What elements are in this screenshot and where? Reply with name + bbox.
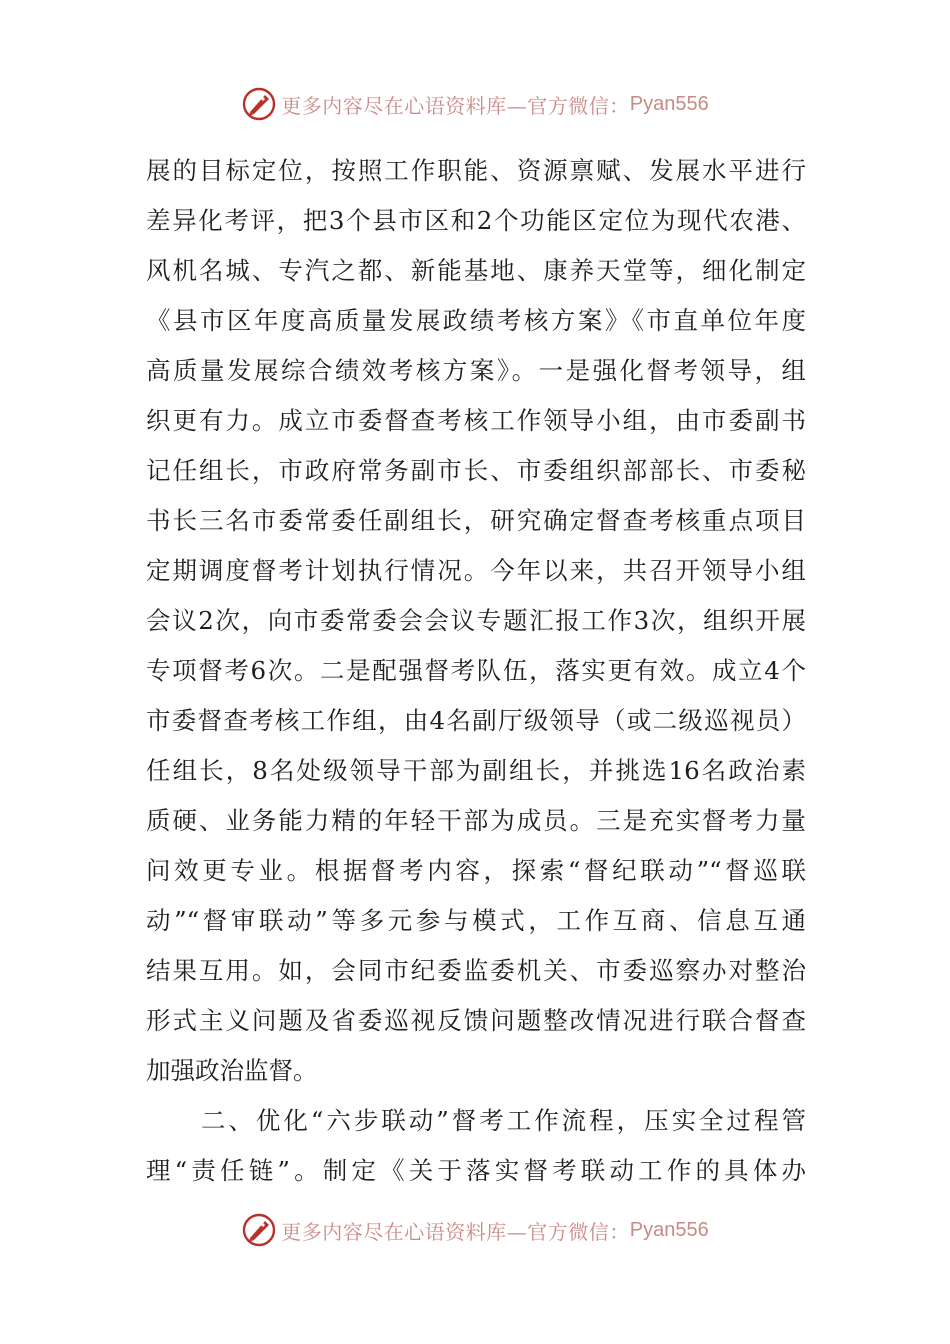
text-line — [146, 746, 806, 796]
text-line-content: 记任组长，市政府常务副市长、市委组织部部长、市委秘 — [146, 456, 806, 485]
text-line — [146, 546, 806, 596]
watermark-text: 更多内容尽在心语资料库—官方微信： — [281, 1219, 630, 1244]
text-line-content: 市委督查考核工作组，由4名副厅级领导（或二级巡视员） — [146, 706, 806, 735]
footer-watermark — [0, 1208, 950, 1252]
text-line-content: 专项督考6次。二是配强督考队伍，落实更有效。成立4个 — [146, 656, 806, 685]
watermark-wechat-id: Pyan556 — [629, 1218, 709, 1241]
text-line — [146, 846, 806, 896]
text-line — [146, 696, 806, 746]
watermark-wechat-id: Pyan556 — [629, 92, 709, 115]
text-line-content: 织更有力。成立市委督查考核工作领导小组，由市委副书 — [146, 406, 806, 435]
text-line — [146, 146, 806, 196]
text-line — [146, 396, 806, 446]
text-line-content: 质硬、业务能力精的年轻干部为成员。三是充实督考力量 — [146, 806, 806, 835]
text-line — [146, 1146, 806, 1196]
text-line-content: 二、优化“六步联动”督考工作流程，压实全过程管 — [146, 1106, 806, 1135]
text-line — [146, 446, 806, 496]
text-line — [146, 1096, 806, 1146]
text-line-content: 理“责任链”。制定《关于落实督考联动工作的具体办 — [146, 1156, 806, 1185]
text-line-content: 问效更专业。根据督考内容，探索“督纪联动”“督巡联 — [146, 856, 806, 885]
watermark-text: 更多内容尽在心语资料库—官方微信： — [281, 93, 630, 118]
text-line — [146, 296, 806, 346]
text-line-content: 展的目标定位，按照工作职能、资源禀赋、发展水平进行 — [146, 156, 806, 185]
text-line-content: 形式主义问题及省委巡视反馈问题整改情况进行联合督查 — [146, 1006, 806, 1035]
text-line — [146, 646, 806, 696]
text-line — [146, 196, 806, 246]
text-line-content: 书长三名市委常委任副组长，研究确定督查考核重点项目 — [146, 506, 806, 535]
text-line-content: 差异化考评，把3个县市区和2个功能区定位为现代农港、 — [146, 206, 806, 235]
text-line — [146, 1046, 806, 1096]
text-line-content: 《县市区年度高质量发展政绩考核方案》《市直单位年度 — [146, 306, 806, 335]
text-line — [146, 246, 806, 296]
text-line-content: 结果互用。如，会同市纪委监委机关、市委巡察办对整治 — [146, 956, 806, 985]
text-line — [146, 346, 806, 396]
text-line-content: 动”“督审联动”等多元参与模式，工作互商、信息互通 — [146, 906, 806, 935]
text-line-content: 高质量发展综合绩效考核方案》。一是强化督考领导，组 — [146, 356, 806, 385]
pen-nib-logo-icon — [241, 1212, 277, 1248]
text-line — [146, 596, 806, 646]
document-body — [146, 146, 806, 1196]
text-line-content: 加强政治监督。 — [146, 1056, 318, 1085]
text-line-content: 任组长，8名处级领导干部为副组长，并挑选16名政治素 — [146, 756, 806, 785]
text-line — [146, 796, 806, 846]
text-line — [146, 996, 806, 1046]
header-watermark — [0, 82, 950, 126]
text-line — [146, 496, 806, 546]
text-line — [146, 946, 806, 996]
text-line — [146, 896, 806, 946]
text-line-content: 会议2次，向市委常委会会议专题汇报工作3次，组织开展 — [146, 606, 806, 635]
pen-nib-logo-icon — [241, 86, 277, 122]
text-line-content: 定期调度督考计划执行情况。今年以来，共召开领导小组 — [146, 556, 806, 585]
text-line-content: 风机名城、专汽之都、新能基地、康养天堂等，细化制定 — [146, 256, 806, 285]
